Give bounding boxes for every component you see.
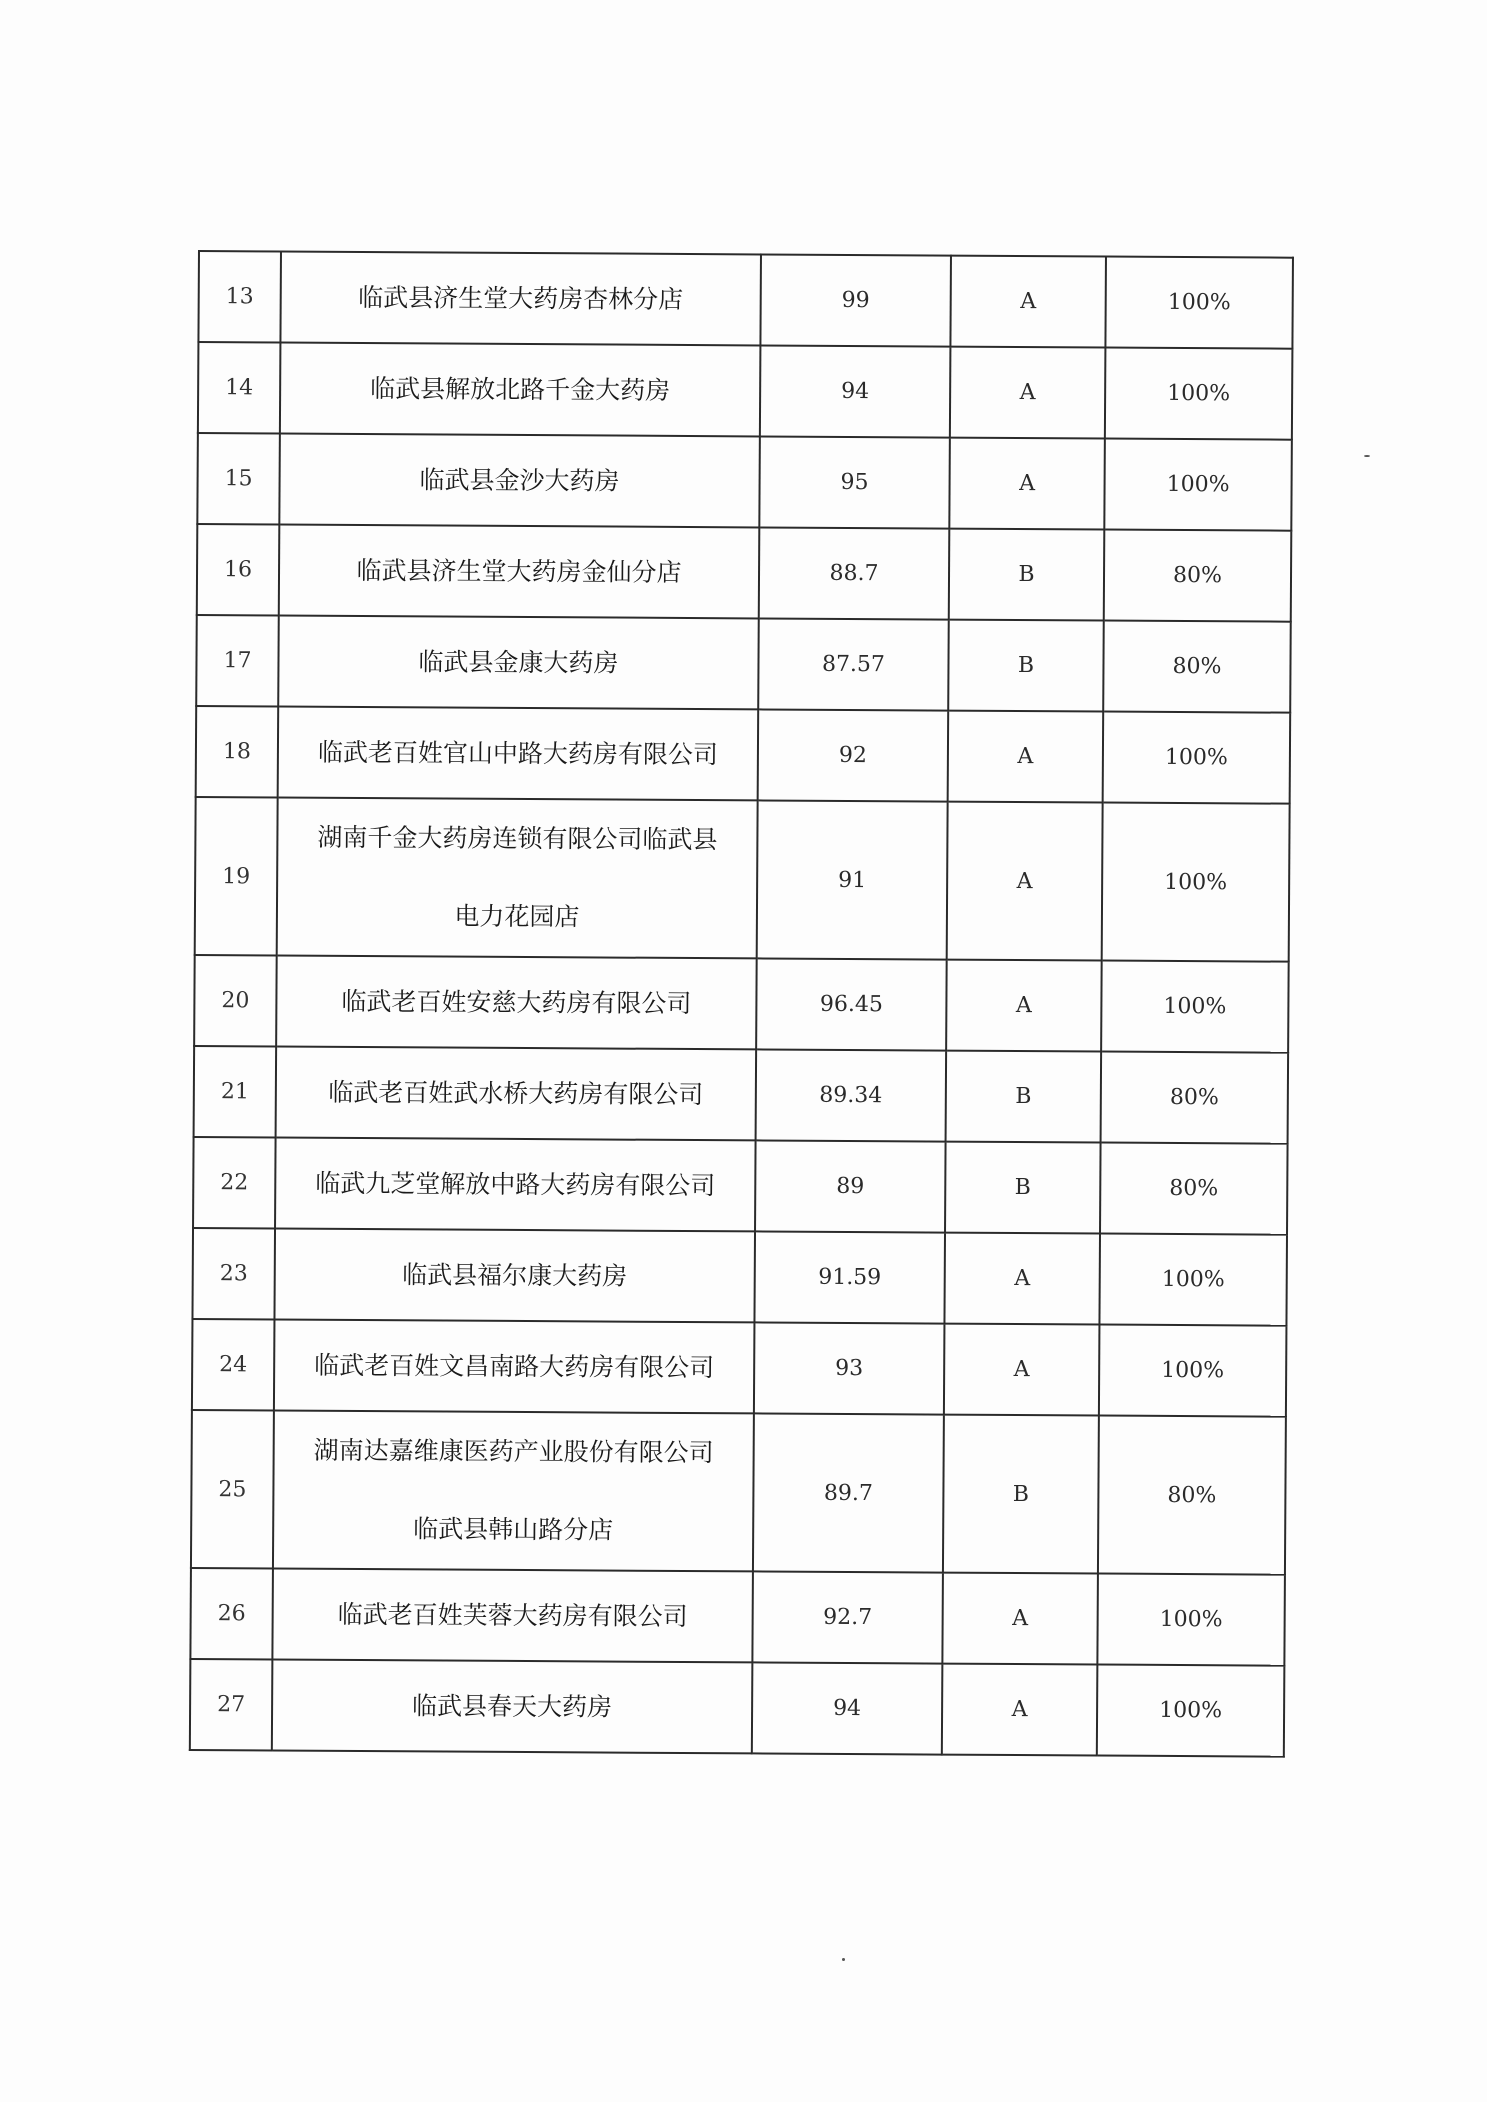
ratio-cell: 80% xyxy=(1100,1143,1288,1235)
score-cell: 87.57 xyxy=(758,618,949,710)
pharmacy-name xyxy=(277,797,758,958)
pharmacy-name: 临武县福尔康大药房 xyxy=(274,1228,755,1322)
table-row xyxy=(196,615,1291,713)
table-row xyxy=(198,342,1293,440)
ratio-cell: 100% xyxy=(1097,1574,1285,1666)
table-row xyxy=(197,524,1292,622)
grade-cell: B xyxy=(943,1415,1099,1574)
row-number: 25 xyxy=(191,1410,274,1568)
table-row xyxy=(193,1137,1288,1235)
row-number: 19 xyxy=(195,797,278,955)
score-cell: 95 xyxy=(759,436,950,528)
pharmacy-rating-table-wrapper xyxy=(189,250,1292,1758)
pharmacy-rating-table xyxy=(189,250,1294,1758)
score-cell: 99 xyxy=(760,254,951,346)
score-cell: 91 xyxy=(757,800,948,959)
row-number: 14 xyxy=(198,342,281,433)
pharmacy-name: 临武老百姓安慈大药房有限公司 xyxy=(276,955,757,1049)
pharmacy-name: 临武老百姓芙蓉大药房有限公司 xyxy=(272,1568,753,1662)
ratio-cell: 80% xyxy=(1104,530,1292,622)
grade-cell: A xyxy=(950,347,1106,439)
pharmacy-name: 临武县春天大药房 xyxy=(272,1659,753,1753)
row-number: 21 xyxy=(194,1046,277,1137)
pharmacy-name: 临武老百姓文昌南路大药房有限公司 xyxy=(274,1319,755,1413)
grade-cell: A xyxy=(948,711,1104,803)
scan-speck xyxy=(842,1958,845,1961)
row-number: 18 xyxy=(196,706,279,797)
table-row xyxy=(196,706,1291,804)
pharmacy-name xyxy=(273,1410,754,1571)
row-number: 13 xyxy=(198,251,281,342)
grade-cell: A xyxy=(947,802,1103,961)
score-cell: 91.59 xyxy=(754,1231,945,1323)
pharmacy-name: 临武老百姓官山中路大药房有限公司 xyxy=(278,706,759,800)
score-cell: 92 xyxy=(758,709,949,801)
pharmacy-name-line-2: 临武县韩山路分店 xyxy=(413,1514,614,1545)
pharmacy-name: 临武九芝堂解放中路大药房有限公司 xyxy=(275,1137,756,1231)
row-number: 22 xyxy=(193,1137,276,1228)
grade-cell: A xyxy=(944,1233,1100,1325)
grade-cell: A xyxy=(942,1573,1098,1665)
pharmacy-name: 临武县济生堂大药房杏林分店 xyxy=(280,252,761,346)
ratio-cell: 100% xyxy=(1102,803,1290,962)
ratio-cell: 100% xyxy=(1103,712,1291,804)
grade-cell: B xyxy=(949,529,1105,621)
row-number: 26 xyxy=(190,1568,273,1659)
pharmacy-name-line-1: 湖南达嘉维康医药产业股份有限公司 xyxy=(313,1435,714,1468)
row-number: 23 xyxy=(192,1228,275,1319)
ratio-cell: 100% xyxy=(1099,1325,1287,1417)
score-cell: 88.7 xyxy=(759,527,950,619)
ratio-cell: 100% xyxy=(1097,1665,1285,1757)
row-number: 16 xyxy=(197,524,280,615)
score-cell: 94 xyxy=(760,345,951,437)
score-cell: 89.34 xyxy=(756,1049,947,1141)
ratio-cell: 80% xyxy=(1101,1052,1289,1144)
table-row xyxy=(198,251,1293,349)
table-row xyxy=(191,1410,1286,1575)
grade-cell: B xyxy=(946,1051,1102,1143)
grade-cell: A xyxy=(946,960,1102,1052)
table-row xyxy=(190,1659,1285,1757)
score-cell: 96.45 xyxy=(756,958,947,1050)
grade-cell: A xyxy=(950,256,1106,348)
ratio-cell: 100% xyxy=(1105,257,1293,349)
table-row xyxy=(194,955,1289,1053)
grade-cell: A xyxy=(944,1324,1100,1416)
score-cell: 89 xyxy=(755,1140,946,1232)
grade-cell: B xyxy=(948,620,1104,712)
pharmacy-name: 临武县金沙大药房 xyxy=(279,434,760,528)
table-row xyxy=(194,1046,1289,1144)
pharmacy-name: 临武县金康大药房 xyxy=(278,616,759,710)
pharmacy-name: 临武老百姓武水桥大药房有限公司 xyxy=(276,1046,757,1140)
ratio-cell: 100% xyxy=(1101,961,1289,1053)
table-row xyxy=(195,797,1290,962)
ratio-cell: 100% xyxy=(1104,439,1292,531)
table-row xyxy=(190,1568,1285,1666)
pharmacy-name-line-1: 湖南千金大药房连锁有限公司临武县 xyxy=(317,822,718,855)
row-number: 15 xyxy=(197,433,280,524)
pharmacy-name: 临武县解放北路千金大药房 xyxy=(280,343,761,437)
score-cell: 92.7 xyxy=(752,1571,943,1663)
ratio-cell: 80% xyxy=(1103,621,1291,713)
grade-cell: A xyxy=(949,438,1105,530)
table-row xyxy=(192,1228,1287,1326)
row-number: 17 xyxy=(196,615,279,706)
pharmacy-name-line-2: 电力花园店 xyxy=(454,901,580,932)
score-cell: 89.7 xyxy=(753,1413,944,1572)
ratio-cell: 100% xyxy=(1105,348,1293,440)
grade-cell: B xyxy=(945,1142,1101,1234)
ratio-cell: 80% xyxy=(1098,1416,1286,1575)
row-number: 27 xyxy=(190,1659,273,1750)
score-cell: 94 xyxy=(752,1662,943,1754)
row-number: 20 xyxy=(194,955,277,1046)
pharmacy-name: 临武县济生堂大药房金仙分店 xyxy=(279,525,760,619)
table-row xyxy=(192,1319,1287,1417)
row-number: 24 xyxy=(192,1319,275,1410)
score-cell: 93 xyxy=(754,1322,945,1414)
table-row xyxy=(197,433,1292,531)
scan-speck xyxy=(1364,455,1370,457)
ratio-cell: 100% xyxy=(1099,1234,1287,1326)
grade-cell: A xyxy=(942,1664,1098,1756)
